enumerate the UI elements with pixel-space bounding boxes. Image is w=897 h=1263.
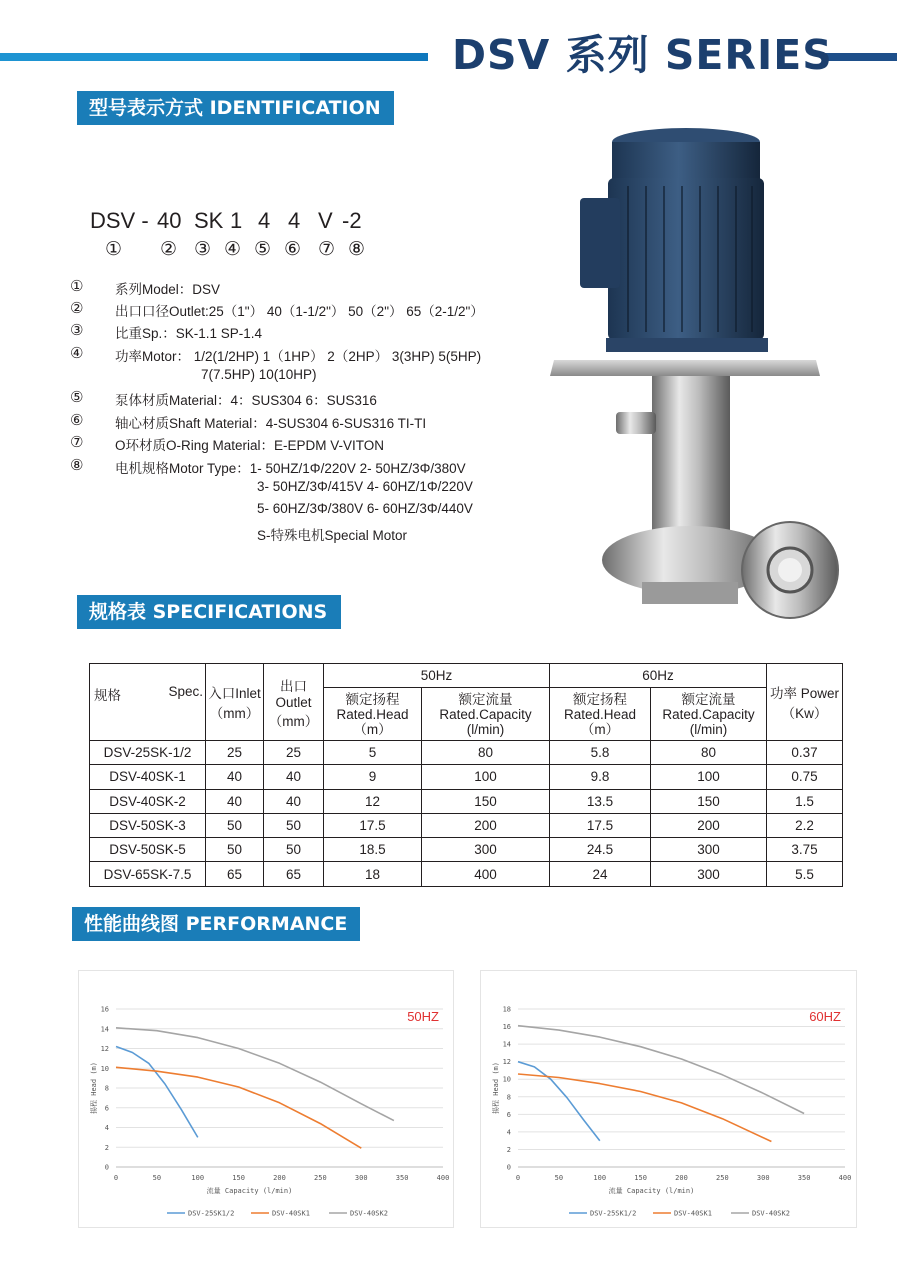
y-tick-label: 2 — [104, 1143, 109, 1152]
identification-text: 出口口径Outlet:25（1"） 40（1-1/2"） 50（2"） 65（2-1/2"） — [115, 304, 484, 319]
identification-number: ① — [70, 278, 84, 295]
model-code-marker: ⑦ — [318, 239, 336, 260]
table-row — [90, 838, 843, 862]
identification-text: S-特殊电机Special Motor — [257, 528, 408, 543]
table-cell: DSV-40SK-1 — [90, 765, 206, 789]
table-cell: 50 — [206, 813, 264, 837]
table-cell: 17.5 — [550, 813, 651, 837]
model-code-part: 4 — [288, 208, 301, 233]
legend-label: DSV-40SK2 — [752, 1209, 790, 1218]
section-title-identification: 型号表示方式 IDENTIFICATION — [77, 91, 394, 125]
section-title-performance: 性能曲线图 PERFORMANCE — [72, 907, 360, 941]
identification-text: 3- 50HZ/3Φ/415V 4- 60HZ/1Φ/220V — [257, 479, 473, 494]
series-line — [116, 1047, 198, 1138]
table-cell: 2.2 — [767, 813, 843, 837]
x-tick-label: 400 — [436, 1174, 450, 1182]
y-tick-label: 8 — [506, 1093, 511, 1102]
header-outlet-unit: （mm） — [268, 713, 319, 729]
model-code-part: 4 — [258, 208, 271, 233]
header-head-60 — [550, 688, 651, 741]
header-spec-en: Spec. — [168, 684, 203, 699]
header-head-unit: （m） — [353, 721, 392, 737]
header-bar-left-accent — [300, 53, 428, 61]
identification-text: 泵体材质Material：4：SUS304 6：SUS316 — [115, 393, 377, 408]
table-cell: 100 — [422, 765, 550, 789]
pump-image — [550, 120, 870, 620]
x-tick-label: 150 — [232, 1174, 245, 1182]
identification-number: ③ — [70, 322, 84, 339]
y-tick-label: 16 — [502, 1023, 511, 1032]
header-60hz: 60Hz — [550, 664, 767, 688]
table-cell: 80 — [422, 741, 550, 765]
table-cell: 50 — [264, 813, 324, 837]
table-cell: 200 — [651, 813, 767, 837]
table-cell: 40 — [206, 789, 264, 813]
table-cell: 300 — [651, 838, 767, 862]
identification-text: 5- 60HZ/3Φ/380V 6- 60HZ/3Φ/440V — [257, 501, 473, 516]
table-cell: DSV-65SK-7.5 — [90, 862, 206, 886]
table-cell: 300 — [651, 862, 767, 886]
y-tick-label: 6 — [506, 1110, 511, 1119]
y-tick-label: 10 — [100, 1064, 109, 1073]
performance-chart-60hz — [480, 970, 857, 1228]
table-cell: 0.75 — [767, 765, 843, 789]
x-tick-label: 100 — [191, 1174, 205, 1182]
table-cell: DSV-40SK-2 — [90, 789, 206, 813]
y-tick-label: 10 — [502, 1075, 511, 1084]
table-cell: 18 — [324, 862, 422, 886]
legend-label: DSV-25SK1/2 — [188, 1209, 235, 1218]
section-title-specifications: 规格表 SPECIFICATIONS — [77, 595, 341, 629]
header-capacity-cn: 额定流量 — [458, 691, 513, 707]
y-tick-label: 4 — [506, 1128, 511, 1137]
header-outlet — [264, 664, 324, 741]
header-outlet-cn: 出口 — [280, 678, 307, 694]
chart-title: 60HZ — [809, 1009, 841, 1024]
header-power — [767, 664, 843, 741]
header-head-en: Rated.Head — [336, 706, 409, 722]
header-capacity-unit: (l/min) — [689, 721, 728, 737]
identification-text: O环材质O-Ring Material：E-EPDM V-VITON — [115, 438, 385, 453]
model-code-part: DSV - — [90, 208, 149, 233]
header-capacity-50 — [422, 688, 550, 741]
table-cell: 13.5 — [550, 789, 651, 813]
table-row — [90, 765, 843, 789]
model-code-part: V — [318, 208, 333, 233]
legend-label: DSV-40SK2 — [350, 1209, 388, 1218]
y-tick-label: 12 — [502, 1058, 511, 1067]
identification-number: ② — [70, 300, 84, 317]
header-power-label: 功率 Power — [769, 686, 840, 701]
table-cell: 3.75 — [767, 838, 843, 862]
table-cell: 100 — [651, 765, 767, 789]
header-outlet-en: Outlet — [275, 694, 312, 710]
y-tick-label: 2 — [506, 1145, 511, 1154]
table-cell: 40 — [264, 789, 324, 813]
identification-text: 7(7.5HP) 10(10HP) — [201, 367, 317, 382]
y-tick-label: 0 — [506, 1163, 511, 1172]
identification-number: ⑤ — [70, 389, 84, 406]
legend-label: DSV-40SK1 — [272, 1209, 310, 1218]
table-row — [90, 862, 843, 886]
table-cell: 5.5 — [767, 862, 843, 886]
legend-label: DSV-40SK1 — [674, 1209, 712, 1218]
chart-svg-50hz — [79, 971, 455, 1229]
table-cell: 17.5 — [324, 813, 422, 837]
y-tick-label: 4 — [104, 1124, 109, 1132]
x-tick-label: 100 — [593, 1174, 607, 1182]
table-cell: 18.5 — [324, 838, 422, 862]
page-title: DSV 系列 SERIES — [452, 31, 833, 79]
series-line — [518, 1062, 600, 1141]
table-cell: 50 — [264, 838, 324, 862]
chart-title: 50HZ — [407, 1009, 439, 1024]
header-capacity-unit: (l/min) — [466, 721, 505, 737]
header-head-cn: 额定扬程 — [345, 691, 400, 707]
identification-text: 系列Model：DSV — [115, 282, 221, 297]
header-head-50 — [324, 688, 422, 741]
x-tick-label: 250 — [314, 1174, 327, 1182]
table-cell: 150 — [651, 789, 767, 813]
model-code-part: 1 — [230, 208, 243, 233]
x-axis-label: 流量 Capacity (l/min) — [608, 1187, 695, 1195]
x-tick-label: 0 — [515, 1174, 521, 1182]
table-row — [90, 789, 843, 813]
table-cell: 300 — [422, 838, 550, 862]
table-row — [90, 813, 843, 837]
table-cell: 9.8 — [550, 765, 651, 789]
header-power-unit: （Kw） — [781, 706, 828, 721]
table-cell: 40 — [264, 765, 324, 789]
header-head-cn: 额定扬程 — [573, 691, 627, 707]
table-cell: 9 — [324, 765, 422, 789]
x-tick-label: 200 — [273, 1174, 286, 1182]
table-cell: 150 — [422, 789, 550, 813]
model-code-marker: ③ — [194, 239, 212, 260]
y-axis-label: 揚程 Head (m) — [90, 1062, 98, 1114]
series-line — [518, 1026, 804, 1114]
x-tick-label: 400 — [838, 1174, 852, 1182]
model-code-part: -2 — [342, 208, 362, 233]
table-cell: 12 — [324, 789, 422, 813]
header-spec — [90, 664, 206, 741]
header-50hz: 50Hz — [324, 664, 550, 688]
model-code-part: SK — [194, 208, 224, 233]
table-cell: 65 — [206, 862, 264, 886]
performance-chart-50hz — [78, 970, 454, 1228]
x-tick-label: 200 — [675, 1174, 688, 1182]
header-head-en: Rated.Head — [563, 706, 637, 722]
legend-label: DSV-25SK1/2 — [590, 1209, 637, 1218]
header-capacity-en: Rated.Capacity — [439, 706, 532, 722]
y-tick-label: 6 — [104, 1104, 109, 1113]
header-capacity-60 — [651, 688, 767, 741]
table-cell: 50 — [206, 838, 264, 862]
model-code-marker: ① — [105, 239, 123, 260]
x-axis-label: 流量 Capacity (l/min) — [206, 1187, 293, 1195]
identification-number: ⑦ — [70, 434, 84, 451]
header-capacity-cn: 额定流量 — [681, 691, 736, 707]
identification-text: 轴心材质Shaft Material：4-SUS304 6-SUS316 TI-TI — [115, 416, 427, 431]
y-tick-label: 18 — [502, 1005, 511, 1014]
table-cell: 5.8 — [550, 741, 651, 765]
header-inlet-label: 入口Inlet — [208, 686, 261, 701]
model-code-marker: ② — [160, 239, 178, 260]
header-capacity-en: Rated.Capacity — [662, 706, 755, 722]
header-head-unit: （m） — [580, 721, 620, 737]
chart-svg-60hz — [481, 971, 858, 1229]
table-cell: DSV-25SK-1/2 — [90, 741, 206, 765]
y-tick-label: 12 — [100, 1045, 109, 1053]
header-bar-right — [824, 53, 897, 61]
y-tick-label: 8 — [104, 1084, 109, 1093]
identification-text: 电机规格Motor Type：1- 50HZ/1Φ/220V 2- 50HZ/3Φ/380V — [115, 461, 466, 476]
table-cell: 25 — [264, 741, 324, 765]
x-tick-label: 350 — [797, 1174, 811, 1182]
y-tick-label: 14 — [502, 1040, 511, 1049]
identification-text: 功率Motor： 1/2(1/2HP) 1（1HP） 2（2HP） 3(3HP) 5(5HP) — [115, 349, 482, 364]
y-tick-label: 14 — [100, 1025, 109, 1034]
header-spec-cn: 规格 — [94, 688, 121, 703]
model-code-part: 40 — [157, 208, 182, 233]
table-cell: 5 — [324, 741, 422, 765]
x-tick-label: 300 — [756, 1174, 770, 1182]
table-cell: 40 — [206, 765, 264, 789]
y-tick-label: 16 — [100, 1005, 109, 1014]
x-tick-label: 50 — [554, 1174, 564, 1182]
identification-number: ④ — [70, 345, 84, 362]
x-tick-label: 300 — [354, 1174, 368, 1182]
table-cell: 24.5 — [550, 838, 651, 862]
x-tick-label: 250 — [716, 1174, 729, 1182]
identification-number: ⑥ — [70, 412, 84, 429]
y-axis-label: 揚程 Head (m) — [492, 1062, 500, 1114]
table-cell: 400 — [422, 862, 550, 886]
model-code-marker: ④ — [224, 239, 242, 260]
x-tick-label: 150 — [634, 1174, 647, 1182]
table-cell: 200 — [422, 813, 550, 837]
x-tick-label: 350 — [395, 1174, 409, 1182]
x-tick-label: 50 — [152, 1174, 162, 1182]
table-cell: 25 — [206, 741, 264, 765]
table-cell: DSV-50SK-5 — [90, 838, 206, 862]
table-cell: 24 — [550, 862, 651, 886]
y-tick-label: 0 — [104, 1163, 109, 1172]
table-cell: DSV-50SK-3 — [90, 813, 206, 837]
model-code-marker: ⑤ — [254, 239, 272, 260]
x-tick-label: 0 — [113, 1174, 119, 1182]
header-inlet — [206, 664, 264, 741]
identification-text: 比重Sp.：SK-1.1 SP-1.4 — [115, 326, 263, 341]
model-code-marker: ⑧ — [348, 239, 366, 260]
table-cell: 80 — [651, 741, 767, 765]
table-cell: 0.37 — [767, 741, 843, 765]
model-code-marker: ⑥ — [284, 239, 302, 260]
table-row — [90, 741, 843, 765]
identification-number: ⑧ — [70, 457, 84, 474]
header-inlet-unit: （mm） — [209, 706, 260, 721]
table-cell: 65 — [264, 862, 324, 886]
table-cell: 1.5 — [767, 789, 843, 813]
spec-table — [89, 663, 843, 887]
